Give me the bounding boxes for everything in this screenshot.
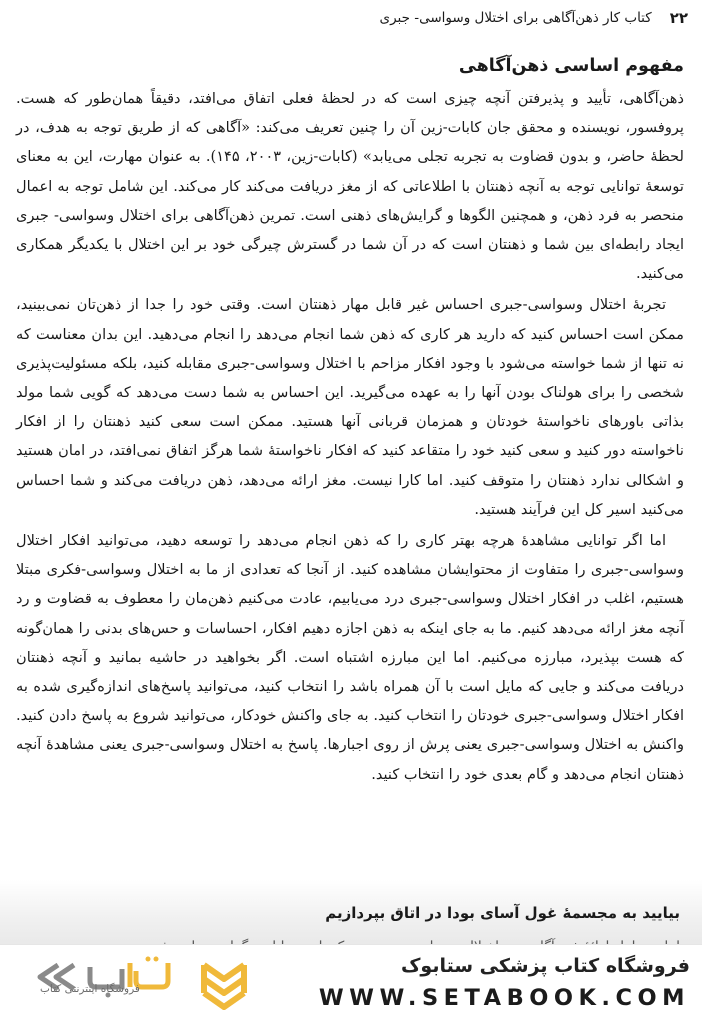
body-text (16, 84, 684, 789)
paragraph: تجربهٔ اختلال وسواسی-جبری احساس غیر قابل مهار ذهنتان است. وقتی خود را جدا از ذهن‌تان نمی‌بینید، ممکن است احساس کنید که دارید هر کاری که ذهن شما انجام می‌دهد را انجام می‌دهید. این بدان معناست که نه تنها از شما خواسته می‌شود با وجود افکار مزاحم با اختلال وسواسی-جبری مقابله کنید، بلکه مسئولیت‌پذیری شخصی را برای هولناک بودن آنها را به عهده می‌گیرید. این احساس به شما دست می‌دهد که گویی شما مولد بذاتی باورهای ناخواستهٔ خودتان و همزمان قربانی آنها هستید. ممکن است سعی کنید ذهنتان را از افکار ناخواسته دور کنید و سعی کنید خود را متقاعد کنید که افکار ناخواستهٔ شما هرگز اتفاق نمی‌افتد، در امان هستید و اشکالی ندارد ذهنتان را متوقف کنید. اما کارا نیست. مغز ارائه می‌دهد، ذهن دریافت می‌کند و شما احساس می‌کنید اسیر کل این فرآیند هستید. (16, 296, 684, 518)
store-footer-banner (0, 944, 702, 1024)
store-url[interactable]: WWW.SETABOOK.COM (318, 985, 690, 1011)
subheading: بیایید به مجسمهٔ غول آسای بودا در اتاق بپردازیم (325, 904, 680, 922)
running-header (14, 6, 688, 30)
page-number: ۲۲ (669, 9, 688, 27)
book-logo-icon (204, 965, 244, 1007)
paragraph: اما اگر توانایی مشاهدهٔ هرچه بهتر کاری را که ذهن انجام می‌دهد را توسعه دهید، می‌توانید افکار اختلال وسواسی-جبری را متفاوت از محتوایشان مشاهده کنید. از آنجا که تعدادی از ما به اختلال وسواسی-فکری مبتلا هستیم، اغلب در افکار اختلال وسواسی-جبری درد می‌یابیم، عادت می‌کنیم ذهن‌مان را معطوف به قضاوت و رد آنچه مغز ارائه می‌دهد کنیم. ما به جای اینکه به ذهن اجازه دهیم افکار، احساسات و حس‌های بدنی را همان‌گونه که هست بپذیرد، مبارزه می‌کنیم. اما این مبارزه اشتباه است. اگر بخواهید در حاشیه بمانید و آنچه ذهنتان دریافت می‌کند و جایی که مایل است با آن همراه باشد را انتخاب کنید، می‌توانید پاسخ‌های اندازه‌گیری شده به افکار اختلال وسواسی-جبری خودتان را انتخاب کنید. به جای واکنش خودکار، می‌توانید شروع به پاسخ دادن کنید. واکنش به اختلال وسواسی-جبری یعنی پرش از روی اجبارها. پاسخ به اختلال وسواسی-جبری یعنی مشاهدهٔ آنچه ذهنتان انجام می‌دهد و گام بعدی خود را انتخاب کنید. (16, 532, 684, 783)
section-title: مفهوم اساسی ذهن‌آگاهی (458, 56, 684, 76)
store-info (319, 955, 690, 1011)
running-title: کتاب کار ذهن‌آگاهی برای اختلال وسواسی- جبری (379, 10, 652, 26)
paragraph: ذهن‌آگاهی، تأیید و پذیرفتن آنچه چیزی است که در لحظهٔ فعلی اتفاق می‌افتد، دقیقاً همان‌طور که هست. پروفسور، نویسنده و محقق جان کابات-زین آن را چنین تعریف می‌کند: «آگاهی که از طریق توجه به هدف، در لحظهٔ حاضر، و بدون قضاوت به تجربه تجلی می‌یابد» (کابات-زین، ۲۰۰۳، ۱۴۵). به عنوان مهارت، این به معنای توسعهٔ توانایی توجه به آنچه ذهنتان با اطلاعاتی که از مغز دریافت می‌کند کار می‌کند. این شامل توجه به اعمال منحصر به فرد ذهن، و همچنین الگوها و گرایش‌های ذهنی است. تمرین ذهن‌آگاهی برای اختلال وسواسی- جبری ایجاد رابطه‌ای بین شما و ذهنتان است که در آن شما در گسترش چیرگی خود بر این اختلال با یکدیگر همکاری می‌کنید. (16, 90, 684, 283)
store-name: فروشگاه کتاب پزشکی ستابوک (400, 955, 690, 977)
logo-caption: فروشگاه اینترنتی کتاب (40, 983, 140, 995)
